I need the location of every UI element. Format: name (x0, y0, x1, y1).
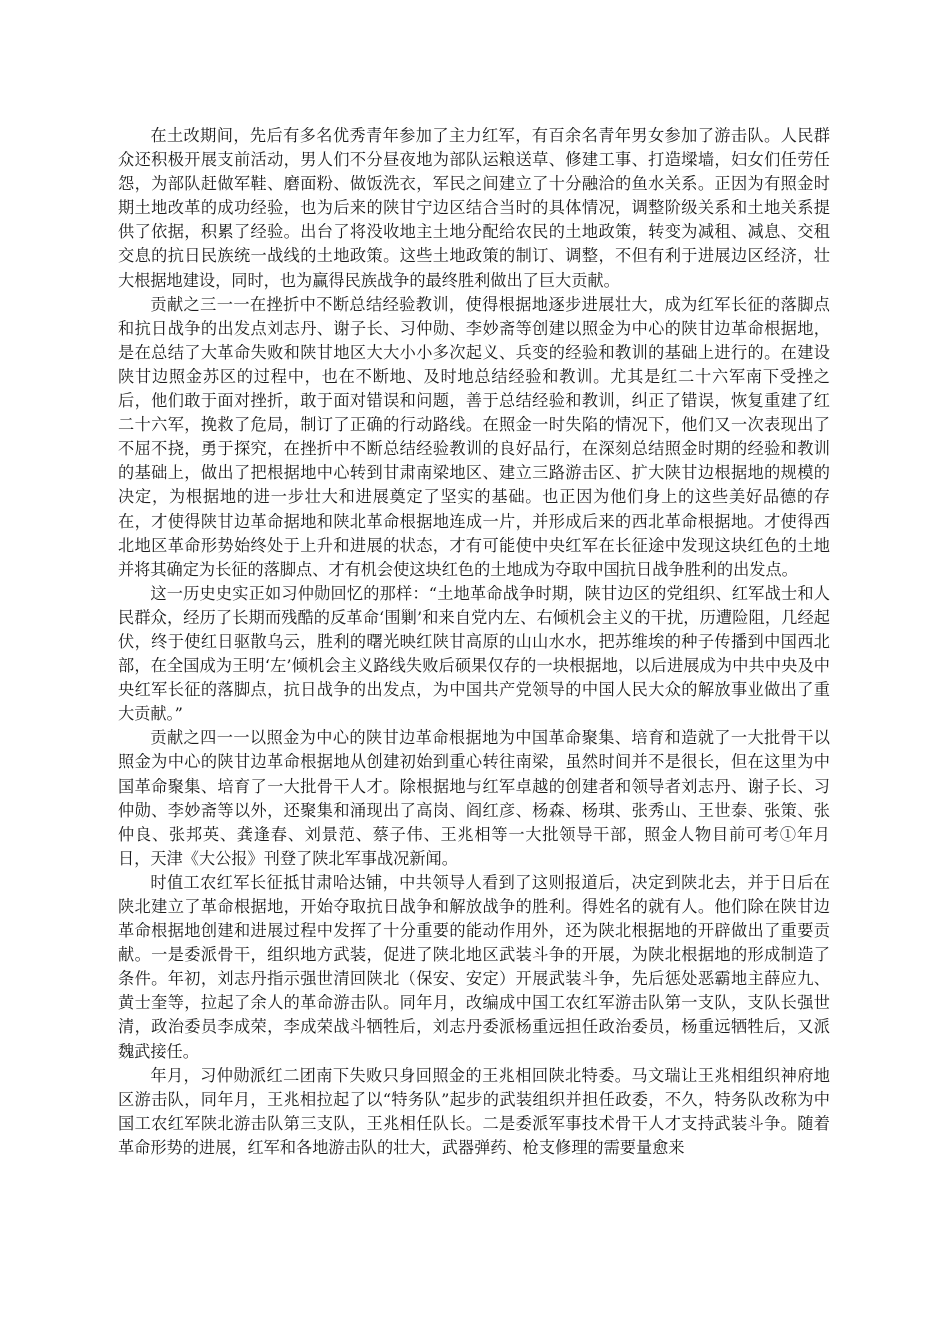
body-text (118, 124, 830, 1160)
paragraph-land-reform: 在土改期间，先后有多名优秀青年参加了主力红军，有百余名青年男女参加了游击队。人民群众还积极开展支前活动，男人们不分昼夜地为部队运粮送草、修建工事、打造墚墙，妇女们任劳任怨，为部队赶做军鞋、磨面粉、做饭洗衣，军民之间建立了十分融洽的鱼水关系。正因为有照金时期土地改革的成功经验，也为后来的陕甘宁边区结合当时的具体情况，调整阶级关系和土地关系提供了依据，积累了经验。出台了将没收地主土地分配给农民的土地政策，转变为减租、减息、交租交息的抗日民族统一战线的土地政策。这些土地政策的制订、调整，不但有利于进展边区经济，壮大根据地建设，同时，也为赢得民族战争的最终胜利做出了巨大贡献。 (118, 126, 830, 290)
paragraph-contribution-four: 贡献之四一一以照金为中心的陕甘边革命根据地为中国革命聚集、培育和造就了一大批骨干以照金为中心的陕甘边革命根据地从创建初始到重心转往南梁，虽然时间并不是很长，但在这里为中国革命聚集、培育了一大批骨干人才。除根据地与红军卓越的创建者和领导者刘志丹、谢子长、习仲勋、李妙斋等以外，还聚集和涌现出了高岗、阎红彦、杨森、杨琪、张秀山、王世泰、张策、张仲良、张邦英、龚逢春、刘景范、蔡子伟、王兆相等一大批领导干部，照金人物目前可考①年月日，天津《大公报》刊登了陕北军事战况新闻。 (118, 728, 830, 868)
paragraph-long-march: 时值工农红军长征抵甘肃哈达铺，中共领导人看到了这则报道后，决定到陕北去，并于日后在陕北建立了革命根据地，开始夺取抗日战争和解放战争的胜利。得姓名的就有人。他们除在陕甘边革命根据地创建和进展过程中发挥了十分重要的能动作用外，还为陕北根据地的开辟做出了重要贡献。一是委派骨干，组织地方武装，促进了陕北地区武装斗争的开展，为陕北根据地的形成制造了条件。年初，刘志丹指示强世清回陕北（保安、安定）开展武装斗争，先后惩处恶霸地主薛应九、黄士奎等，拉起了余人的革命游击队。同年月，改编成中国工农红军游击队第一支队，支队长强世清，政治委员李成荣，李成荣战斗牺牲后，刘志丹委派杨重远担任政治委员，杨重远牺牲后，又派魏武接任。 (118, 872, 830, 1061)
paragraph-xi-zhongxun-quote: 这一历史史实正如习仲勋回忆的那样：“土地革命战争时期，陕甘边区的党组织、红军战士和人民群众，经历了长期而残酷的反革命‘围剿’和来自党内左、右倾机会主义的干扰，历遭险阻，几经起伏，终于使红日驱散乌云，胜利的曙光映红陕甘高原的山山水水，把苏维埃的种子传播到中国西北部，在全国成为王明‘左’倾机会主义路线失败后硕果仅存的一块根据地，以后进展成为中共中央及中央红军长征的落脚点，抗日战争的出发点，为中国共产党领导的中国人民大众的解放事业做出了重大贡献。” (118, 583, 830, 724)
paragraph-wang-zhaoxiang: 年月，习仲勋派红二团南下失败只身回照金的王兆相回陕北特委。马文瑞让王兆相组织神府地区游击队，同年月，王兆相拉起了以“特务队”起步的武装组织并担任政委，不久，特务队改称为中国工农红军陕北游击队第三支队，王兆相任队长。二是委派军事技术骨干人才支持武装斗争。随着革命形势的进展，红军和各地游击队的壮大，武器弹药、枪支修理的需要量愈来 (118, 1065, 830, 1157)
paragraph-contribution-three: 贡献之三一一在挫折中不断总结经验教训，使得根据地逐步进展壮大，成为红军长征的落脚点和抗日战争的出发点刘志丹、谢子长、习仲勋、李妙斋等创建以照金为中心的陕甘边革命根据地，是在总结了大革命失败和陕甘地区大大小小多次起义、兵变的经验和教训的基础上进行的。在建设陕甘边照金苏区的过程中，也在不断地、及时地总结经验和教训。尤其是红二十六军南下受挫之后，他们敢于面对挫折，敢于面对错误和问题，善于总结经验和教训，纠正了错误，恢复重建了红二十六军，挽救了危局，制订了正确的行动路线。在照金一时失陷的情况下，他们又一次表现出了不屈不挠，勇于探究，在挫折中不断总结经验教训的良好品行，在深刻总结照金时期的经验和教训的基础上，做出了把根据地中心转到甘肃南梁地区、建立三路游击区、扩大陕甘边根据地的规模的决定，为根据地的进一步壮大和进展奠定了坚实的基础。也正因为他们身上的这些美好品德的存在，才使得陕甘边革命据地和陕北革命根据地连成一片，并形成后来的西北革命根据地。才使得西北地区革命形势始终处于上升和进展的状态，才有可能使中央红军在长征途中发现这块红色的土地并将其确定为长征的落脚点、才有机会使这块红色的土地成为夺取中国抗日战争胜利的出发点。 (118, 294, 830, 579)
